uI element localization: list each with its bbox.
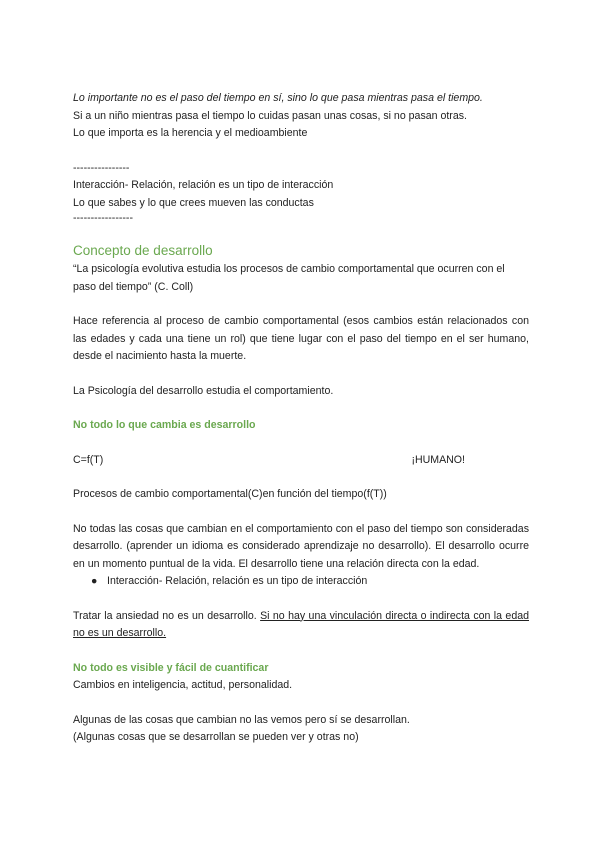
formula-row (73, 452, 529, 470)
text-line: Si a un niño mientras pasa el tiempo lo cuidas pasan unas cosas, si no pasan otras. (73, 109, 467, 122)
bullet-item (73, 573, 529, 591)
text-line: Lo que importa es la herencia y el medioambiente (73, 127, 308, 139)
ansiedad-underlined: Si no hay una vinculación directa o indirecta con la edad no es un desarrollo. (73, 609, 530, 639)
paragraph-ansiedad (73, 608, 529, 643)
text-line: Interacción- Relación, relación es un tipo de interacción (73, 179, 334, 191)
formula: C=f(T) (73, 453, 104, 466)
text-line: Lo que sabes y lo que crees mueven las conductas (73, 196, 314, 209)
paragraph-psicologia: La Psicología del desarrollo estudia el comportamiento. (73, 384, 334, 397)
document-page (73, 90, 529, 747)
procesos-line: Procesos de cambio comportamental(C)en función del tiempo(f(T)) (73, 488, 387, 500)
text-line: Cambios en inteligencia, actitud, personalidad. (73, 679, 293, 691)
humano-label: ¡HUMANO! (411, 453, 465, 466)
section-heading-no-visible: No todo es visible y fácil de cuantificar (73, 661, 269, 674)
separator: ----------------- (73, 212, 133, 224)
paragraph-definition: Hace referencia al proceso de cambio comportamental (esos cambios están relacionados con las edades y cada una tiene un rol) que tiene lugar con el paso del tiempo en el ser humano, desde el nacimiento hasta la muerte. (73, 315, 529, 362)
text-line: Algunas de las cosas que cambian no las vemos pero sí se desarrollan. (73, 713, 410, 726)
quote-time: Lo importante no es el paso del tiempo en sí, sino lo que pasa mientras pasa el tiempo. (73, 92, 483, 104)
section-heading-concepto: Concepto de desarrollo (73, 243, 213, 258)
section-heading-no-todo-cambia: No todo lo que cambia es desarrollo (73, 419, 256, 431)
bullet-dot-icon: ● (91, 575, 98, 587)
ansiedad-text: Tratar la ansiedad no es un desarrollo. (73, 609, 257, 622)
bullet-text: Interacción- Relación, relación es un tipo de interacción (107, 575, 368, 587)
paragraph-no-todas: No todas las cosas que cambian en el comportamiento con el paso del tiempo son consideradas desarrollo. (aprender un idioma es considerado aprendizaje no desarrollo). El desarrollo ocurre en un momento puntual de la vida. El desarrollo tiene una relación directa con la edad. (73, 522, 529, 570)
separator: ---------------- (73, 161, 130, 174)
text-line: (Algunas cosas que se desarrollan se pueden ver y otras no) (73, 731, 359, 743)
quote-coll: “La psicología evolutiva estudia los procesos de cambio comportamental que ocurren con el paso del tiempo” (C. Coll) (73, 263, 505, 293)
